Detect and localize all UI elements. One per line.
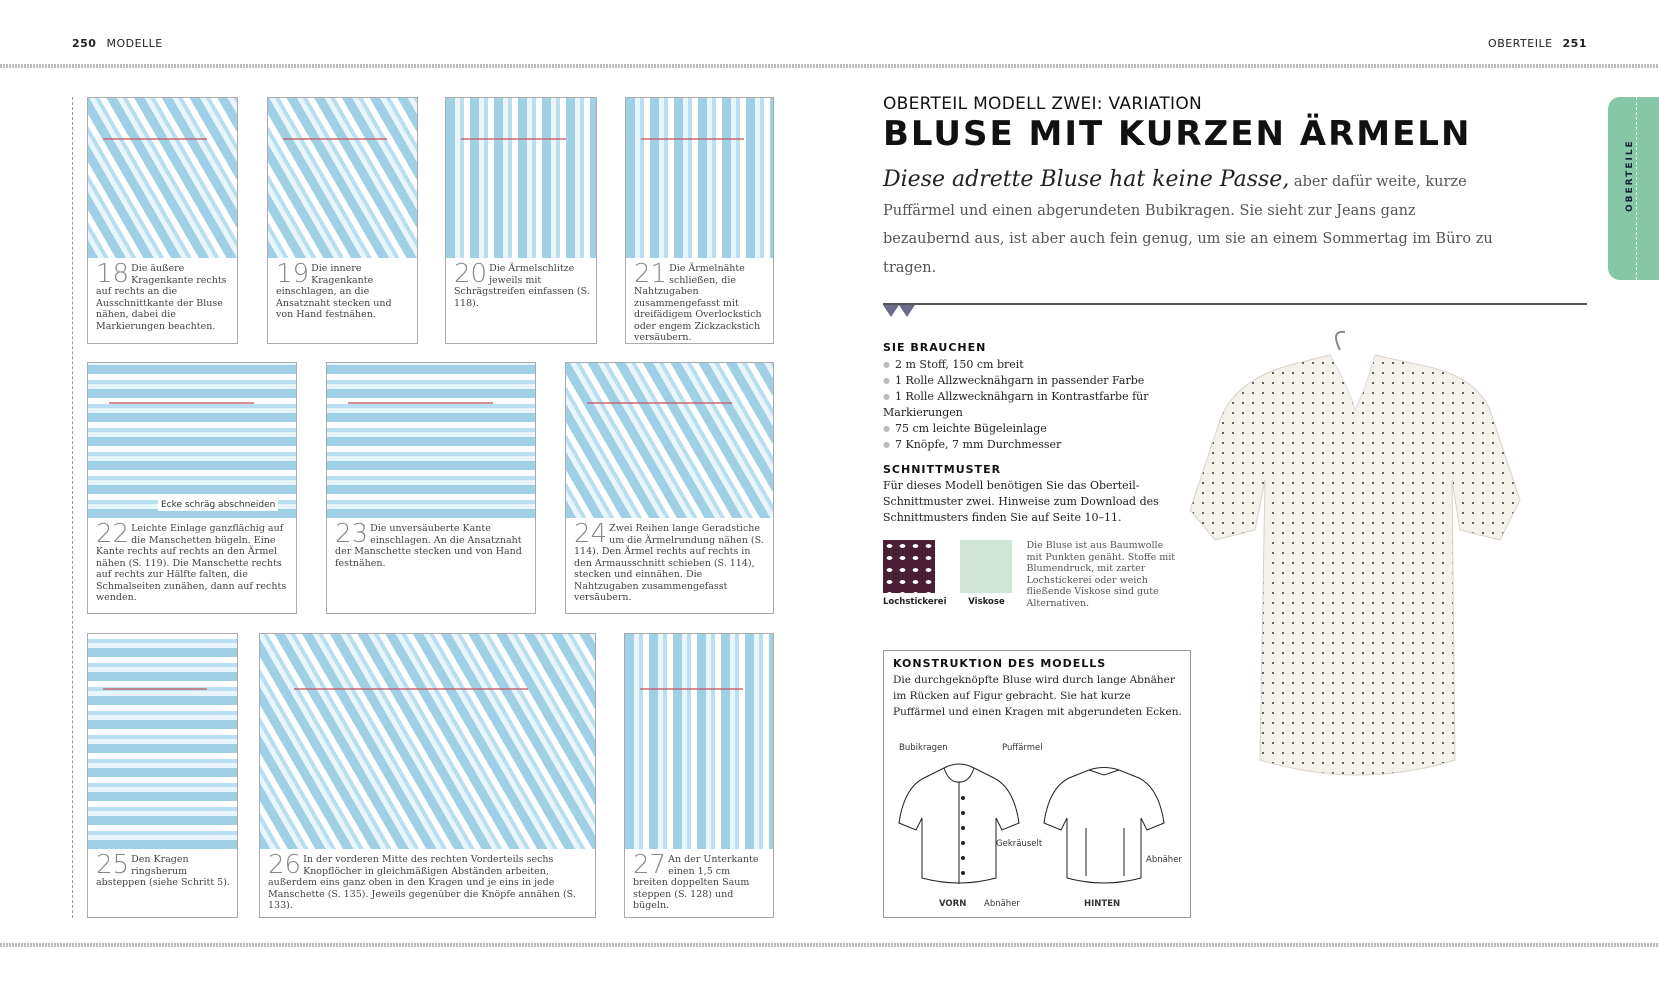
step-photo bbox=[260, 634, 595, 849]
bottom-divider bbox=[0, 943, 1659, 947]
article-title: BLUSE MIT KURZEN ÄRMELN bbox=[883, 114, 1472, 154]
page-header-right bbox=[1488, 37, 1587, 50]
step-text: Die Ärmelschlitze jeweils mit Schrägstreifen einfassen (S. 118). bbox=[454, 263, 590, 309]
label-dart-back: Abnäher bbox=[1146, 855, 1182, 865]
step-number: 20 bbox=[454, 259, 488, 289]
material-item: ● 7 Knöpfe, 7 mm Durchmesser bbox=[883, 437, 1183, 453]
step-number: 19 bbox=[276, 259, 310, 289]
info-column bbox=[883, 341, 1183, 609]
fabric-note: Die Bluse ist aus Baumwolle mit Punkten genäht. Stoffe mit Blumendruck, mit zarter Lochstickerei oder weich fließende Viskose sind gute Alternativen. bbox=[1026, 540, 1176, 609]
step-panel-21 bbox=[625, 97, 774, 344]
step-photo bbox=[626, 98, 773, 258]
step-number: 21 bbox=[634, 259, 668, 289]
pattern-text: Für dieses Modell benötigen Sie das Oberteil-Schnittmuster zwei. Hinweise zum Download des Schnittmusters finden Sie auf Seite 10–11. bbox=[883, 479, 1159, 524]
page-header-left bbox=[72, 37, 163, 50]
label-sleeve: Puffärmel bbox=[1002, 743, 1043, 753]
materials-heading: SIE BRAUCHEN bbox=[883, 341, 987, 354]
swatch-viskose-group bbox=[960, 540, 1012, 607]
step-text: Zwei Reihen lange Geradstiche um die Ärmelrundung nähen (S. 114). Den Ärmel rechts auf rechts in den Armausschnitt schieben (S. 114), stecken und einnähen. Die Nahtzugaben zusammengefasst versäubern. bbox=[574, 523, 764, 603]
step-text: Leichte Einlage ganzflächig auf die Manschetten bügeln. Eine Kante rechts auf rechts an den Ärmel nähen (S. 119). Die Manschette rechts auf rechts zur Hälfte falten, die Schmalseiten zunähen, dann auf rechts wenden. bbox=[96, 523, 287, 603]
page-number-right: 251 bbox=[1562, 37, 1587, 50]
step-number: 18 bbox=[96, 259, 130, 289]
swatch-lochstickerei-group bbox=[883, 540, 946, 607]
blouse-technical-drawing bbox=[884, 753, 1190, 898]
construction-text: Die durchgeknöpfte Bluse wird durch lange Abnäher im Rücken auf Figur gebracht. Sie hat kurze Puffärmel und einen Kragen mit abgerundeten Ecken. bbox=[893, 674, 1182, 718]
step-panel-22 bbox=[87, 362, 297, 614]
material-item: ● 2 m Stoff, 150 cm breit bbox=[883, 357, 1183, 373]
step-photo bbox=[88, 98, 237, 258]
step-panel-25 bbox=[87, 633, 238, 918]
pattern-section bbox=[883, 463, 1183, 526]
label-back: HINTEN bbox=[1084, 899, 1121, 909]
step-number: 22 bbox=[96, 519, 130, 549]
photo-annotation: Ecke schräg abschneiden bbox=[158, 499, 278, 511]
fabric-section bbox=[883, 540, 1183, 609]
section-label-left: MODELLE bbox=[106, 37, 163, 50]
step-photo bbox=[88, 363, 296, 518]
label-collar: Bubikragen bbox=[899, 743, 948, 753]
step-photo bbox=[88, 634, 237, 849]
materials-section bbox=[883, 341, 1183, 453]
step-panel-20 bbox=[445, 97, 597, 344]
step-photo bbox=[566, 363, 773, 518]
step-text: Den Kragen ringsherum absteppen (siehe Schritt 5). bbox=[96, 854, 230, 888]
pattern-heading: SCHNITTMUSTER bbox=[883, 463, 1002, 476]
swatch-lochstickerei bbox=[883, 540, 935, 593]
swatch-label: Lochstickerei bbox=[883, 597, 947, 607]
construction-box bbox=[883, 650, 1191, 918]
construction-heading: KONSTRUKTION DES MODELLS bbox=[893, 657, 1107, 670]
step-photo bbox=[327, 363, 535, 518]
section-tab[interactable] bbox=[1608, 97, 1659, 280]
triangle-divider bbox=[883, 303, 1587, 305]
label-gathered: Gekräuselt bbox=[996, 839, 1043, 849]
step-panel-19 bbox=[267, 97, 418, 344]
step-photo bbox=[446, 98, 596, 258]
step-panel-18 bbox=[87, 97, 238, 344]
page-number-left: 250 bbox=[72, 37, 97, 50]
step-number: 24 bbox=[574, 519, 608, 549]
blouse-photo bbox=[1190, 330, 1605, 820]
step-number: 23 bbox=[335, 519, 369, 549]
step-text: An der Unterkante einen 1,5 cm breiten doppelten Saum steppen (S. 128) und bügeln. bbox=[633, 854, 759, 911]
step-text: Die Ärmelnähte schließen, die Nahtzugaben zusammengefasst mit dreifädigem Overlockstich oder engem Zickzackstich versäubern. bbox=[634, 263, 762, 343]
section-tab-label: OBERTEILE bbox=[1625, 139, 1635, 212]
step-number: 27 bbox=[633, 850, 667, 880]
step-photo bbox=[625, 634, 773, 849]
swatch-viskose bbox=[960, 540, 1012, 593]
intro-text: aber dafür weite, kurze Puffärmel und einen abgerundeten Bubikragen. Sie sieht zur Jeans ganz bezaubernd aus, ist aber auch fein genug, um sie an einem Sommertag im Büro zu tragen. bbox=[883, 174, 1493, 276]
step-panel-24 bbox=[565, 362, 774, 614]
label-dart-front: Abnäher bbox=[984, 899, 1020, 909]
margin-dashed-line bbox=[72, 97, 73, 918]
swatch-label: Viskose bbox=[968, 597, 1005, 607]
step-text: Die innere Kragenkante einschlagen, an die Ansatznaht stecken und von Hand festnähen. bbox=[276, 263, 392, 320]
step-number: 25 bbox=[96, 850, 130, 880]
step-panel-23 bbox=[326, 362, 536, 614]
step-panel-27 bbox=[624, 633, 774, 918]
material-item: ● 1 Rolle Allzwecknähgarn in passender Farbe bbox=[883, 373, 1183, 389]
step-text: In der vorderen Mitte des rechten Vorderteils sechs Knopflöcher in gleichmäßigen Abständen arbeiten, außerdem eins ganz oben in den Kragen und je eins in jede Manschette (S. 135). Jeweils gegenüber die Knöpfe annähen (S. 133). bbox=[268, 854, 576, 911]
top-divider bbox=[0, 64, 1659, 68]
step-text: Die unversäuberte Kante einschlagen. An die Ansatznaht der Manschette stecken und von Hand festnähen. bbox=[335, 523, 522, 569]
label-front: VORN bbox=[939, 899, 967, 909]
step-number: 26 bbox=[268, 850, 302, 880]
material-item: ● 1 Rolle Allzwecknähgarn in Kontrastfarbe für Markierungen bbox=[883, 389, 1183, 421]
intro-script-text: Diese adrette Bluse hat keine Passe, bbox=[883, 167, 1290, 192]
section-label-right: OBERTEILE bbox=[1488, 37, 1553, 50]
step-panel-26 bbox=[259, 633, 596, 918]
article-intro bbox=[883, 166, 1503, 282]
article-subtitle: OBERTEIL MODELL ZWEI: VARIATION bbox=[883, 94, 1203, 114]
step-photo bbox=[268, 98, 417, 258]
material-item: ● 75 cm leichte Bügeleinlage bbox=[883, 421, 1183, 437]
step-text: Die äußere Kragenkante rechts auf rechts an die Ausschnittkante der Bluse nähen, dabei die Markierungen beachten. bbox=[96, 263, 227, 332]
